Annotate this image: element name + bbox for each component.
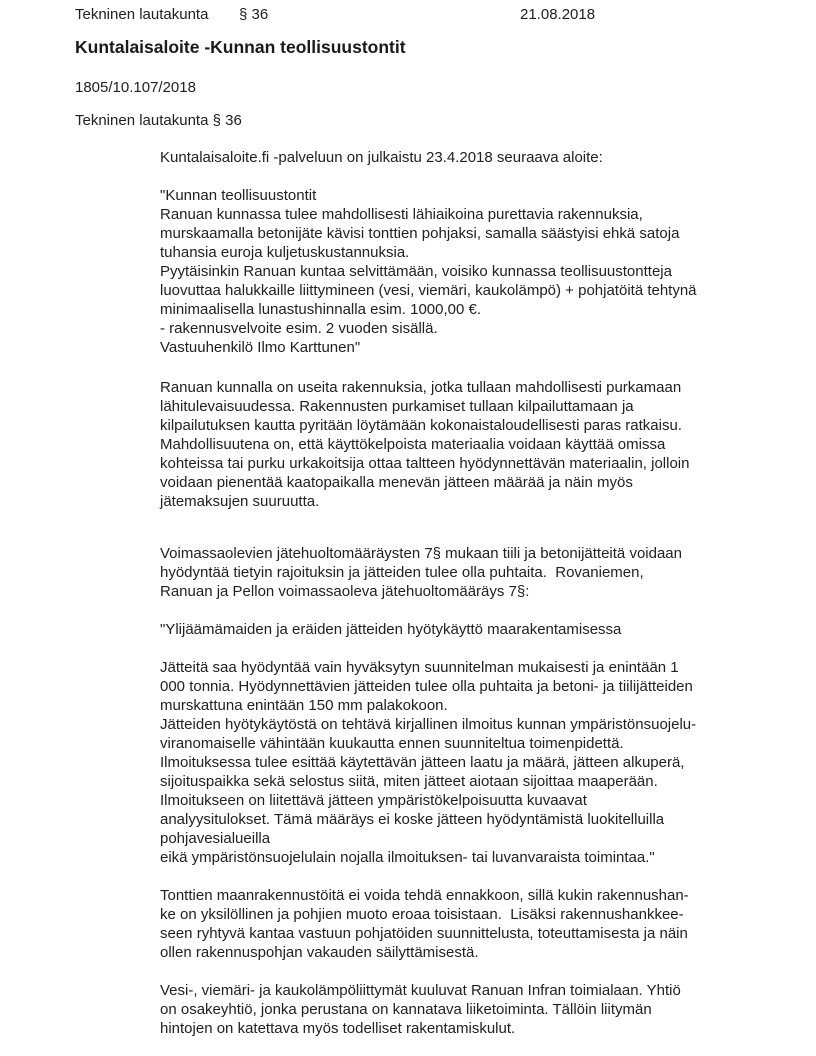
paragraph xyxy=(160,378,770,511)
text-line: hintojen on katettava myös todelliset rakentamiskulut. xyxy=(160,1020,516,1037)
text-line: pohjavesialueilla xyxy=(160,830,271,847)
text-line: Jätteiden hyötykäytöstä on tehtävä kirjallinen ilmoitus kunnan ympäristönsuojelu- xyxy=(160,716,697,733)
text-line: murskaamalla betonijäte kävisi tonttien pohjaksi, samalla säästyisi ehkä satoja xyxy=(160,225,680,242)
text-line: minimaalisella lunastushinnalla esim. 1000,00 €. xyxy=(160,301,482,318)
text-line: kilpailutuksen kautta pyritään löytämään kokonaistaloudellisesti paras ratkaisu. xyxy=(160,417,682,434)
text-line: eikä ympäristönsuojelulain nojalla ilmoituksen- tai luvanvaraista toimintaa." xyxy=(160,849,655,866)
text-line: Kuntalaisaloite.fi -palveluun on julkaistu 23.4.2018 seuraava aloite: xyxy=(160,149,603,166)
text-line: on osakeyhtiö, jonka perustana on kannatava liiketoiminta. Tällöin liitymän xyxy=(160,1001,652,1018)
document-header xyxy=(0,6,816,25)
text-line: analyysitulokset. Tämä määräys ei koske jätteen hyödyntämistä luokitelluilla xyxy=(160,811,665,828)
text-line: luovuttaa halukkaille liittymineen (vesi, viemäri, kaukolämpö) + pohjatöitä tehtynä xyxy=(160,282,697,299)
paragraph xyxy=(160,886,770,962)
text-line: kohteissa tai purku urkakoitsija ottaa taltteen hyödynnettävän materiaalin, jolloin xyxy=(160,455,690,472)
document-title: Kuntalaisaloite -Kunnan teollisuustontit xyxy=(75,37,406,57)
document-body xyxy=(160,148,770,1038)
text-line: ke on yksilöllinen ja pohjien muoto eroaa toisistaan. Lisäksi rakennushankkee- xyxy=(160,906,684,923)
meeting-date: 21.08.2018 xyxy=(520,6,596,23)
text-line: sijoituspaikka sekä selostus siitä, miten jätteet aiotaan sijoittaa maaperään. xyxy=(160,773,658,790)
text-line: Tonttien maanrakennustöitä ei voida tehdä ennakkoon, sillä kukin rakennushan- xyxy=(160,887,689,904)
text-line: jätemaksujen suuruutta. xyxy=(160,493,320,510)
text-line: Mahdollisuutena on, että käyttökelpoista materiaalia voidaan käyttää omissa xyxy=(160,436,666,453)
paragraph xyxy=(160,620,770,639)
text-line: "Ylijäämämaiden ja eräiden jätteiden hyötykäyttö maarakentamisessa xyxy=(160,621,622,638)
text-line: 000 tonnia. Hyödynnettävien jätteiden tulee olla puhtaita ja betoni- ja tiilijätteiden xyxy=(160,678,693,695)
text-line: Ranuan kunnalla on useita rakennuksia, jotka tullaan mahdollisesti purkamaan xyxy=(160,379,682,396)
paragraph xyxy=(160,148,770,167)
committee-section-line: Tekninen lautakunta § 36 xyxy=(75,112,242,129)
text-line: hyödyntää tietyin rajoituksin ja jätteiden tulee olla puhtaita. Rovaniemen, xyxy=(160,564,644,581)
text-line: Ilmoitukseen on liitettävä jätteen ympäristökelpoisuutta kuvaavat xyxy=(160,792,587,809)
paragraph xyxy=(160,658,770,867)
text-line: Vastuuhenkilö Ilmo Karttunen" xyxy=(160,339,361,356)
text-line: "Kunnan teollisuustontit xyxy=(160,187,317,204)
text-line: tuhansia euroja kuljetuskustannuksia. xyxy=(160,244,410,261)
text-line: seen ryhtyvä kantaa vastuun pohjatöiden suunnittelusta, toteuttamisesta ja näin xyxy=(160,925,688,942)
text-line: Vesi-, viemäri- ja kaukolämpöliittymät kuuluvat Ranuan Infran toimialaan. Yhtiö xyxy=(160,982,681,999)
text-line: Jätteitä saa hyödyntää vain hyväksytyn suunnitelman mukaisesti ja enintään 1 xyxy=(160,659,679,676)
case-number: 1805/10.107/2018 xyxy=(75,79,196,96)
paragraph xyxy=(160,544,770,601)
committee-name: Tekninen lautakunta xyxy=(75,6,209,23)
section-number: § 36 xyxy=(239,6,269,23)
text-line: Pyytäisinkin Ranuan kuntaa selvittämään, voisiko kunnassa teollisuustontteja xyxy=(160,263,672,280)
paragraph xyxy=(160,186,770,357)
text-line: ollen rakennuspohjan vakauden säilyttämisestä. xyxy=(160,944,479,961)
text-line: - rakennusvelvoite esim. 2 vuoden sisällä. xyxy=(160,320,438,337)
text-line: lähitulevaisuudessa. Rakennusten purkamiset tullaan kilpailuttamaan ja xyxy=(160,398,634,415)
text-line: Ranuan ja Pellon voimassaoleva jätehuoltomääräys 7§: xyxy=(160,583,530,600)
text-line: viranomaiselle vähintään kuukautta ennen suunniteltua toimenpidettä. xyxy=(160,735,624,752)
text-line: voidaan pienentää kaatopaikalla menevän jätteen määrää ja näin myös xyxy=(160,474,633,491)
text-line: Ranuan kunnassa tulee mahdollisesti lähiaikoina purettavia rakennuksia, xyxy=(160,206,643,223)
text-line: murskattuna enintään 150 mm palakokoon. xyxy=(160,697,448,714)
text-line: Ilmoituksessa tulee esittää käytettävän jätteen laatu ja määrä, jätteen alkuperä, xyxy=(160,754,685,771)
text-line: Voimassaolevien jätehuoltomääräysten 7§ mukaan tiili ja betonijätteitä voidaan xyxy=(160,545,682,562)
paragraph xyxy=(160,981,770,1038)
